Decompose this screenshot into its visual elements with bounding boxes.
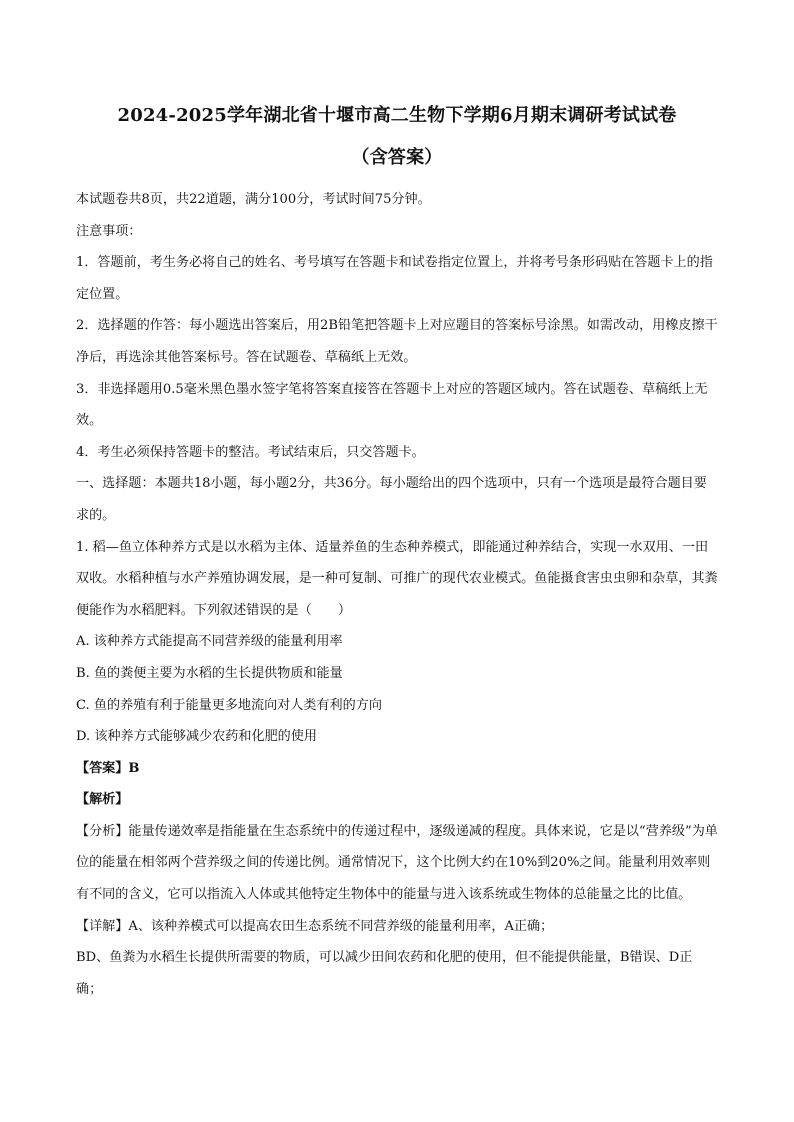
section-heading: 一、选择题：本题共18小题，每小题2分，共36分。每小题给出的四个选项中，只有一个选项是最符合题目要求的。 — [76, 476, 707, 523]
document-subtitle: （含答案） — [351, 147, 443, 168]
exam-info: 本试题卷共8页，共22道题，满分100分，考试时间75分钟。 — [76, 192, 431, 207]
document-title: 2024-2025学年湖北省十堰市高二生物下学期6月期末调研考试试卷 — [117, 105, 677, 126]
option-d: D. 该种养方式能够减少农药和化肥的使用 — [76, 729, 317, 745]
notice-item-1: 1．答题前，考生务必将自己的姓名、考号填写在答题卡和试卷指定位置上，并将考号条形码贴在答题卡上的指定位置。 — [76, 255, 713, 302]
notice-item-3: 3．非选择题用0.5毫米黑色墨水签字笔将答案直接答在答题卡上对应的答题区域内。答在试题卷、草稿纸上无效。 — [76, 381, 708, 429]
notice-item-4: 4．考生必须保持答题卡的整洁。考试结束后，只交答题卡。 — [76, 444, 425, 460]
analysis-paragraph: 【分析】能量传递效率是指能量在生态系统中的传递过程中，逐级递减的程度。具体来说，它是以“营养级”为单位的能量在相邻两个营养级之间的传递比例。通常情况下，这个比例大约在10%到20%之间。能量利用效率则有不同的含义，它可以指流入人体或其他特定生物体中的能量与进入该系统或生物体的总能量之比的比值。 — [76, 823, 718, 903]
analysis-heading: 【解析】 — [76, 792, 129, 808]
notice-item-2: 2．选择题的作答：每小题选出答案后，用2B铅笔把答题卡上对应题目的答案标号涂黑。如需改动，用橡皮擦干净后，再选涂其他答案标号。答在试题卷、草稿纸上无效。 — [76, 318, 718, 365]
answer-label: 【答案】B — [76, 760, 140, 776]
detail-paragraph-2: BD、鱼粪为水稻生长提供所需要的物质，可以减少田间农药和化肥的使用，但不能提供能量，B错误、D正确； — [76, 950, 693, 997]
option-b: B. 鱼的粪便主要为水稻的生长提供物质和能量 — [76, 665, 343, 681]
option-a: A. 该种养方式能提高不同营养级的能量利用率 — [76, 634, 343, 650]
notice-heading: 注意事项： — [76, 223, 142, 239]
detail-paragraph-1: 【详解】A、该种养模式可以提高农田生态系统不同营养级的能量利用率，A正确； — [76, 918, 554, 934]
question-1-stem: 1. 稻—鱼立体种养方式是以水稻为主体、适量养鱼的生态种养模式，即能通过种养结合，实现一水双用、一田双收。水稻种植与水产养殖协调发展，是一种可复制、可推广的现代农业模式。鱼能摄食害虫虫卵和杂草，其粪便能作为水稻肥料。下列叙述错误的是（ ） — [76, 539, 718, 618]
document-body — [76, 184, 718, 1005]
option-c: C. 鱼的养殖有利于能量更多地流向对人类有利的方向 — [76, 697, 382, 713]
